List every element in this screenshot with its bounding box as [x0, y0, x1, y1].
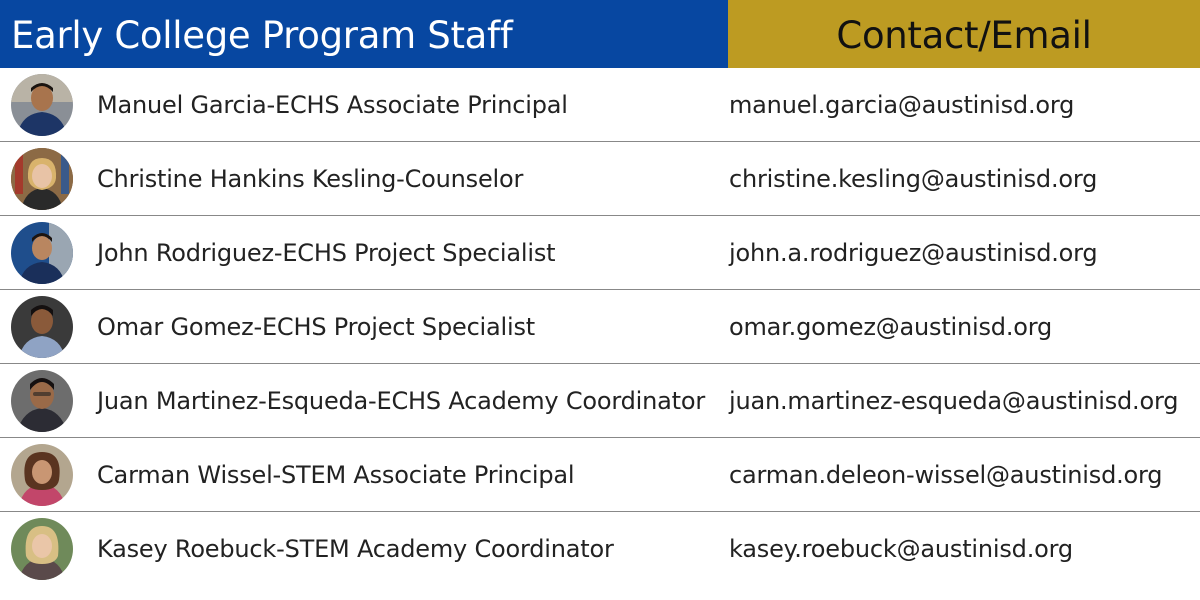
- staff-list: [0, 68, 1200, 586]
- staff-row: [0, 216, 1200, 290]
- avatar: [11, 296, 73, 358]
- staff-email[interactable]: manuel.garcia@austinisd.org: [729, 90, 1075, 119]
- staff-name: Juan Martinez-Esqueda-ECHS Academy Coordinator: [97, 386, 706, 415]
- staff-name: Carman Wissel-STEM Associate Principal: [97, 460, 575, 489]
- staff-email[interactable]: omar.gomez@austinisd.org: [729, 312, 1053, 341]
- avatar: [11, 74, 73, 136]
- staff-email[interactable]: juan.martinez-esqueda@austinisd.org: [729, 386, 1179, 415]
- header: [0, 0, 1200, 68]
- page-title: Early College Program Staff: [0, 0, 728, 68]
- staff-name: John Rodriguez-ECHS Project Specialist: [97, 238, 556, 267]
- staff-name: Christine Hankins Kesling-Counselor: [97, 164, 524, 193]
- avatar: [11, 370, 73, 432]
- avatar: [11, 444, 73, 506]
- avatar: [11, 148, 73, 210]
- staff-row: [0, 364, 1200, 438]
- staff-email[interactable]: john.a.rodriguez@austinisd.org: [729, 238, 1098, 267]
- staff-name: Omar Gomez-ECHS Project Specialist: [97, 312, 535, 341]
- staff-email[interactable]: carman.deleon-wissel@austinisd.org: [729, 460, 1163, 489]
- staff-row: [0, 142, 1200, 216]
- staff-name: Kasey Roebuck-STEM Academy Coordinator: [97, 535, 614, 563]
- staff-row: [0, 438, 1200, 512]
- avatar: [11, 518, 73, 580]
- avatar: [11, 222, 73, 284]
- staff-name: Manuel Garcia-ECHS Associate Principal: [97, 90, 568, 119]
- staff-email[interactable]: christine.kesling@austinisd.org: [729, 164, 1098, 193]
- contact-column-header: Contact/Email: [728, 0, 1200, 68]
- staff-row: [0, 290, 1200, 364]
- staff-email[interactable]: kasey.roebuck@austinisd.org: [729, 535, 1073, 563]
- staff-row: [0, 68, 1200, 142]
- staff-row: [0, 512, 1200, 586]
